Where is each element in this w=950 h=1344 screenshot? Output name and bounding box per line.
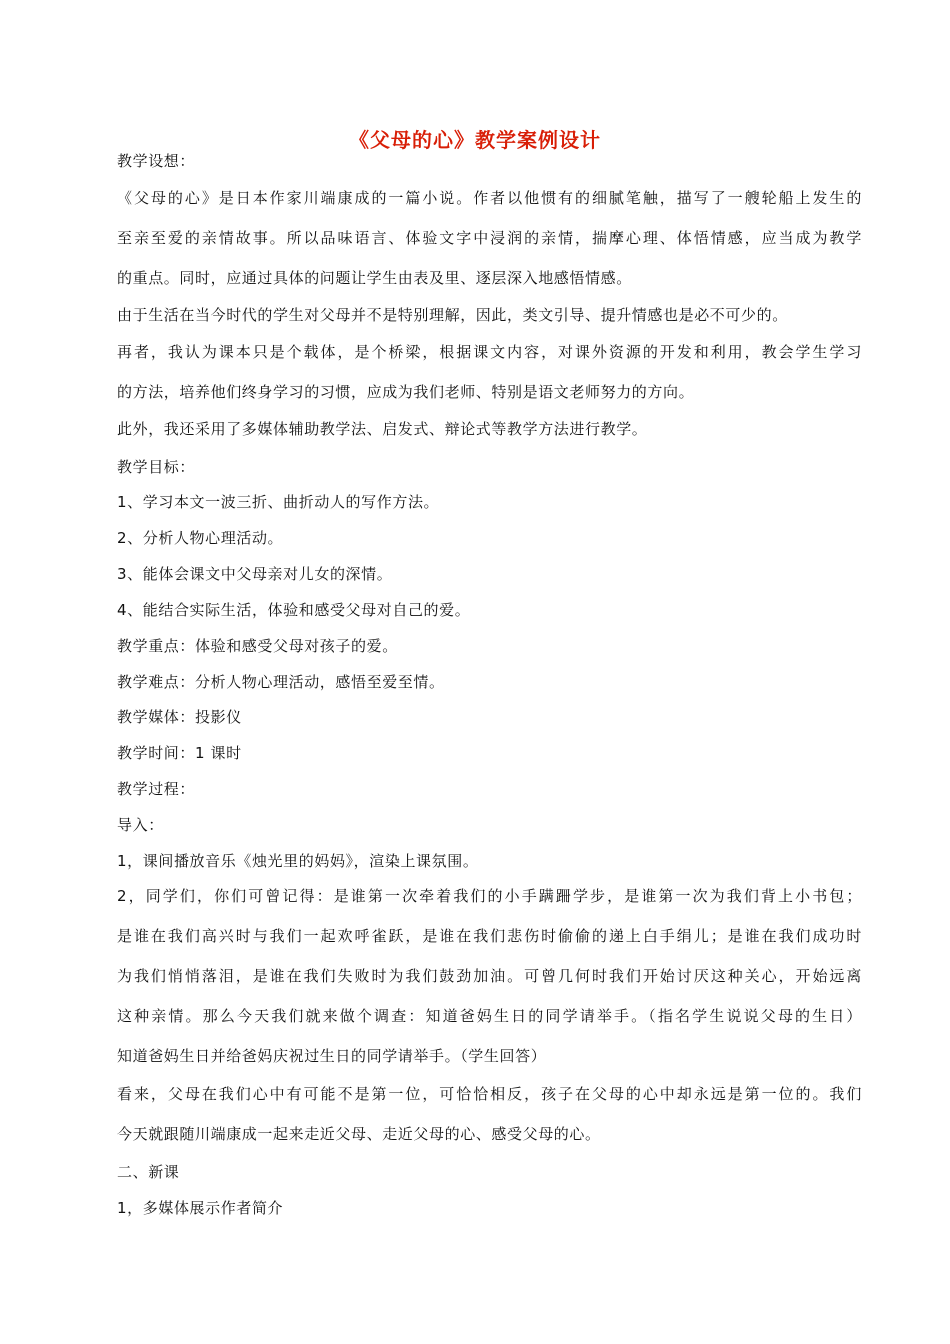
text-line: 教学时间：1 课时 [117,744,242,762]
text-line: 至亲至爱的亲情故事。所以品味语言、体验文字中浸润的亲情，揣摩心理、体悟情感，应当成为教学 [117,229,862,247]
text-line: 此外，我还采用了多媒体辅助教学法、启发式、辩论式等教学方法进行教学。 [117,420,648,438]
text-line: 《父母的心》是日本作家川端康成的一篇小说。作者以他惯有的细腻笔触，描写了一艘轮船上发生的 [117,189,862,207]
section-heading: 教学目标： [117,458,196,476]
text-line: 由于生活在当今时代的学生对父母并不是特别理解，因此，类文引导、提升情感也是必不可少的。 [117,306,788,324]
text-line: 知道爸妈生日并给爸妈庆祝过生日的同学请举手。（学生回答） [117,1047,547,1065]
list-item: 2，同学们，你们可曾记得：是谁第一次牵着我们的小手蹒跚学步，是谁第一次为我们背上小书包； [117,887,862,905]
list-item: 1、学习本文一波三折、曲折动人的写作方法。 [117,493,440,511]
text-line: 的重点。同时，应通过具体的问题让学生由表及里、逐层深入地感悟情感。 [117,269,632,287]
document-title: 《父母的心》教学案例设计 [349,128,601,152]
section-heading: 导入： [117,816,164,834]
text-line: 看来，父母在我们心中有可能不是第一位，可恰恰相反，孩子在父母的心中却永远是第一位的。我们 [117,1085,862,1103]
list-item: 3、能体会课文中父母亲对儿女的深情。 [117,565,393,583]
list-item: 2、分析人物心理活动。 [117,529,284,547]
list-item: 4、能结合实际生活，体验和感受父母对自己的爱。 [117,601,471,619]
section-heading: 二、新课 [117,1163,180,1181]
text-line: 的方法，培养他们终身学习的习惯，应成为我们老师、特别是语文老师努力的方向。 [117,383,695,401]
text-line: 再者，我认为课本只是个载体，是个桥梁，根据课文内容，对课外资源的开发和利用，教会学生学习 [117,343,862,361]
section-heading: 教学过程： [117,780,196,798]
list-item: 1，多媒体展示作者简介 [117,1199,284,1217]
text-line: 教学媒体：投影仪 [117,708,242,726]
text-line: 教学设想： [117,152,196,170]
text-line: 这种亲情。那么今天我们就来做个调查：知道爸妈生日的同学请举手。（指名学生说说父母的生日） [117,1007,862,1025]
text-line: 教学难点：分析人物心理活动，感悟至爱至情。 [117,673,445,691]
list-item: 1，课间播放音乐《烛光里的妈妈》，渲染上课氛围。 [117,852,479,870]
text-line: 教学重点：体验和感受父母对孩子的爱。 [117,637,398,655]
text-line: 为我们悄悄落泪，是谁在我们失败时为我们鼓劲加油。可曾几何时我们开始讨厌这种关心，开始远离 [117,967,862,985]
text-line: 是谁在我们高兴时与我们一起欢呼雀跃，是谁在我们悲伤时偷偷的递上白手绢儿；是谁在我们成功时 [117,927,862,945]
text-line: 今天就跟随川端康成一起来走近父母、走近父母的心、感受父母的心。 [117,1125,601,1143]
